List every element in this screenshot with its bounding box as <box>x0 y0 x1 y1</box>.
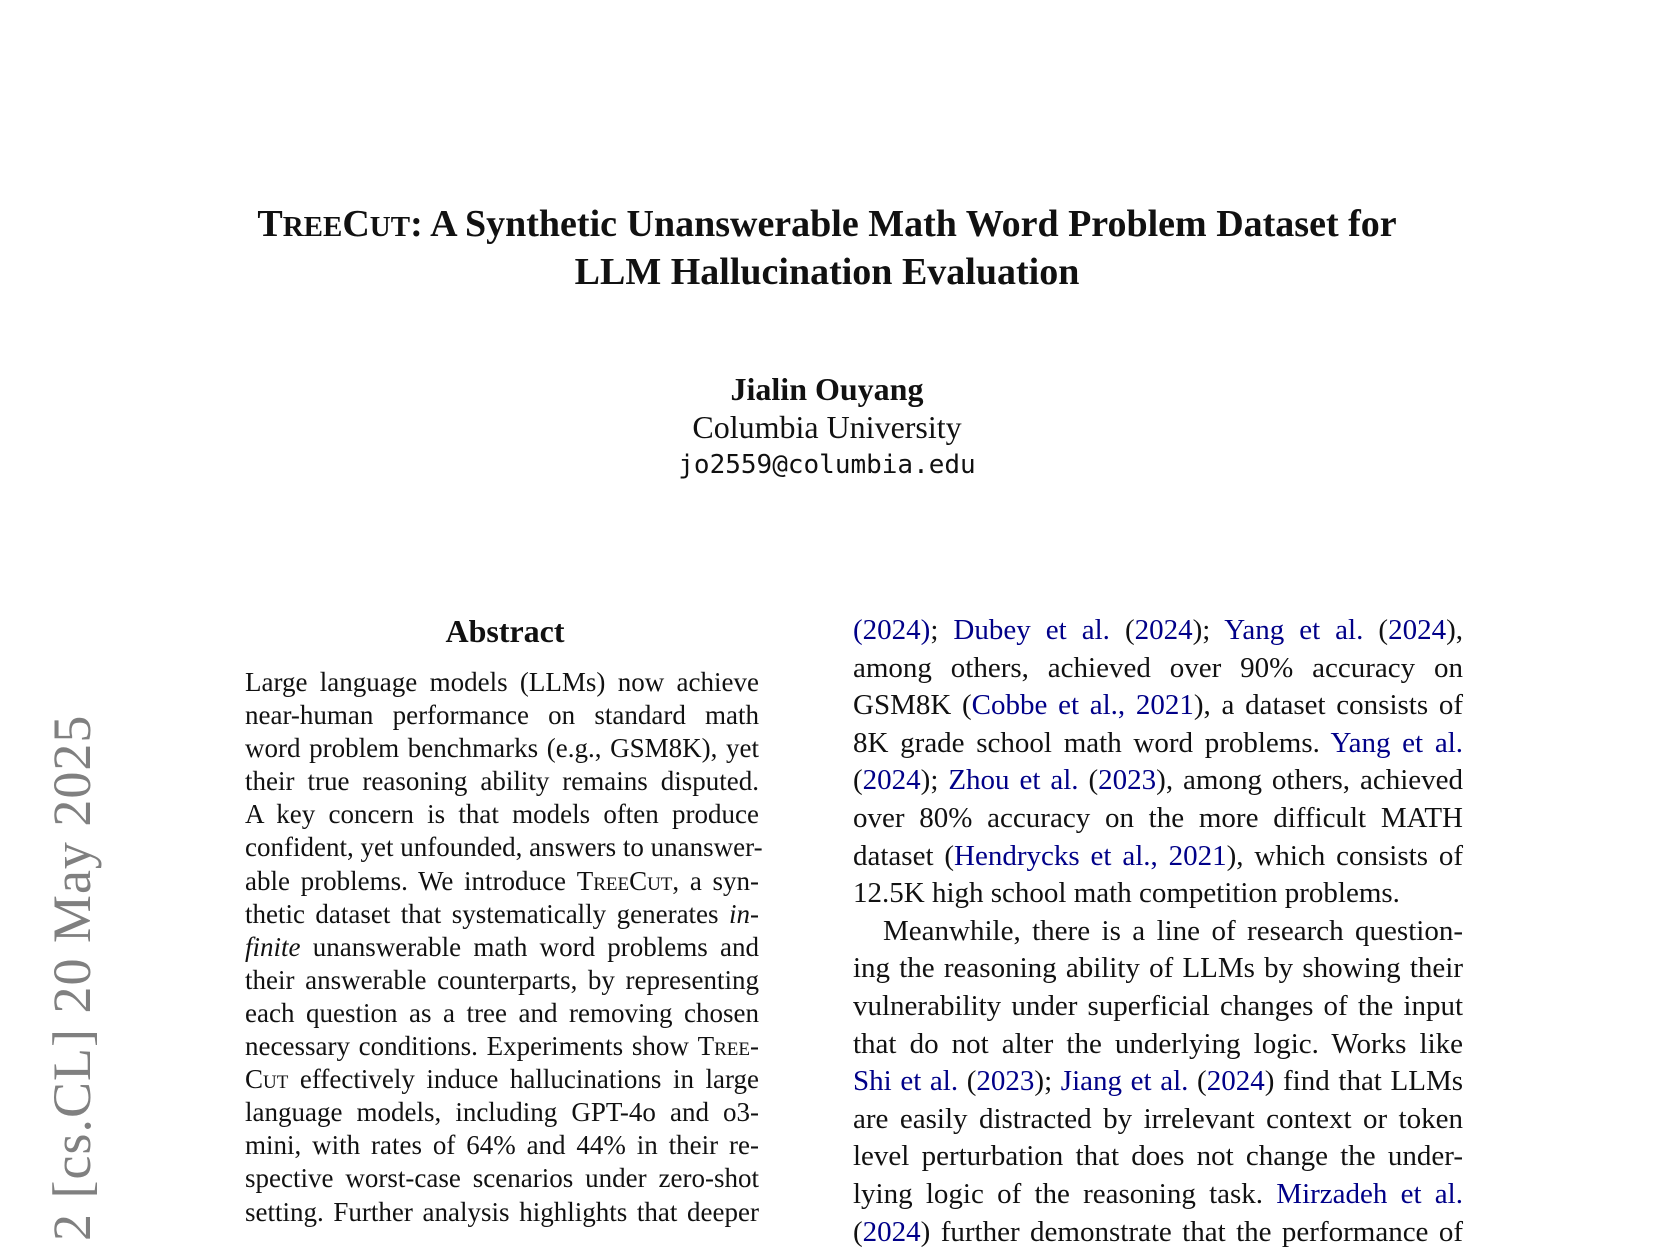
abstract-line <box>245 865 759 898</box>
abstract-line: each question as a tree and removing chosen <box>245 997 759 1030</box>
body-line <box>853 687 1463 725</box>
body-line <box>853 838 1463 876</box>
title-sc-REE: REE <box>283 211 343 243</box>
body-text: ); <box>921 764 949 796</box>
body-text: ( <box>1110 614 1135 646</box>
arxiv-identifier-stamp: 2 [cs.CL] 20 May 2025 <box>42 715 102 1241</box>
citation-link[interactable]: Yang et al. <box>1224 614 1363 646</box>
body-text: lying logic of the reasoning task. <box>853 1178 1276 1210</box>
citation-link[interactable]: Yang et al. <box>1331 727 1463 759</box>
body-text: ) find that LLMs <box>1265 1065 1463 1097</box>
body-text: GSM8K ( <box>853 689 972 721</box>
author-block <box>500 370 1154 484</box>
body-line: ing the reasoning ability of LLMs by showing their <box>853 950 1463 988</box>
body-line: that do not alter the underlying logic. Works like <box>853 1026 1463 1064</box>
introduction-column <box>853 612 1463 1251</box>
abstract-text: unanswerable math word problems and <box>301 932 760 962</box>
title-treecut <box>257 203 410 245</box>
author-name: Jialin Ouyang <box>500 370 1154 408</box>
abstract-heading: Abstract <box>245 612 765 650</box>
title-line-1 <box>150 202 1504 250</box>
citation-link[interactable]: 2024 <box>863 1216 921 1248</box>
treecut-name: TreeCut <box>577 866 673 896</box>
body-text: 8K grade school math word problems. <box>853 727 1331 759</box>
body-line: over 80% accuracy on the more difficult MATH <box>853 800 1463 838</box>
citation-link[interactable]: 2023 <box>1098 764 1156 796</box>
citation-link[interactable]: Jiang et al. <box>1061 1065 1189 1097</box>
abstract-line: language models, including GPT-4o and o3- <box>245 1096 759 1129</box>
body-text: ); <box>1034 1065 1060 1097</box>
citation-link[interactable]: Dubey et al. <box>953 614 1109 646</box>
body-line: are easily distracted by irrelevant context or token <box>853 1101 1463 1139</box>
citation-link[interactable]: Mirzadeh et al. <box>1276 1178 1463 1210</box>
body-line <box>853 612 1463 650</box>
body-line: level perturbation that does not change the under- <box>853 1138 1463 1176</box>
citation-link[interactable]: Hendrycks et al., 2021 <box>954 840 1227 872</box>
abstract-line <box>245 898 759 931</box>
treecut-name: Tree- <box>698 1031 759 1061</box>
title-line-1-text: : A Synthetic Unanswerable Math Word Problem Dataset for <box>410 203 1397 245</box>
author-affiliation: Columbia University <box>500 408 1154 446</box>
body-text: dataset ( <box>853 840 954 872</box>
abstract-line <box>245 931 759 964</box>
citation-link[interactable]: 2024 <box>1207 1065 1265 1097</box>
abstract-text: , a syn- <box>672 866 759 896</box>
abstract-line: mini, with rates of 64% and 44% in their re- <box>245 1129 759 1162</box>
citation-link[interactable]: Zhou et al. <box>948 764 1078 796</box>
body-text: ), which consists of <box>1227 840 1463 872</box>
treecut-name: Cut <box>245 1064 288 1094</box>
abstract-line: confident, yet unfounded, answers to unanswer- <box>245 831 759 864</box>
abstract-line: A key concern is that models often produce <box>245 798 759 831</box>
body-line <box>853 1214 1463 1251</box>
paper-title <box>150 202 1504 295</box>
title-line-2: LLM Hallucination Evaluation <box>150 250 1504 295</box>
body-text: ); <box>1193 614 1225 646</box>
body-line: vulnerability under superficial changes of the input <box>853 988 1463 1026</box>
body-text: ( <box>1079 764 1099 796</box>
body-text: ) further demonstrate that the performance of <box>921 1216 1463 1248</box>
abstract-line: spective worst-case scenarios under zero-shot <box>245 1162 759 1195</box>
abstract-body <box>245 666 759 1229</box>
body-line <box>853 725 1463 763</box>
abstract-line: their answerable counterparts, by representing <box>245 964 759 997</box>
citation-link[interactable]: 2023 <box>976 1065 1034 1097</box>
body-line <box>853 762 1463 800</box>
body-line <box>853 1063 1463 1101</box>
body-line: Meanwhile, there is a line of research question- <box>853 913 1463 951</box>
abstract-text: effectively induce hallucinations in large <box>288 1064 759 1094</box>
abstract-text: necessary conditions. Experiments show <box>245 1031 698 1061</box>
abstract-emphasis: in- <box>729 899 759 929</box>
citation-link[interactable]: Shi et al. <box>853 1065 958 1097</box>
citation-link[interactable]: 2024 <box>1135 614 1193 646</box>
title-sc-UT: UT <box>370 211 410 243</box>
abstract-line: their true reasoning ability remains disputed. <box>245 765 759 798</box>
body-text: ( <box>853 1216 863 1248</box>
abstract-text: thetic dataset that systematically generates <box>245 899 729 929</box>
abstract-line: near-human performance on standard math <box>245 699 759 732</box>
citation-link[interactable]: 2024 <box>863 764 921 796</box>
body-text: ( <box>853 764 863 796</box>
body-line: 12.5K high school math competition problems. <box>853 875 1463 913</box>
citation-link[interactable]: Cobbe et al., 2021 <box>972 689 1194 721</box>
body-line: among others, achieved over 90% accuracy on <box>853 650 1463 688</box>
title-sc-T: T <box>257 203 282 245</box>
abstract-line: word problem benchmarks (e.g., GSM8K), yet <box>245 732 759 765</box>
body-line <box>853 1176 1463 1214</box>
abstract-line <box>245 1030 759 1063</box>
abstract-line: Large language models (LLMs) now achieve <box>245 666 759 699</box>
body-text: ( <box>958 1065 976 1097</box>
body-text: ; <box>930 614 953 646</box>
abstract-line: setting. Further analysis highlights that deeper <box>245 1196 759 1229</box>
body-text: ), among others, achieved <box>1156 764 1463 796</box>
abstract-line <box>245 1063 759 1096</box>
citation-link[interactable]: (2024) <box>853 614 930 646</box>
body-text: ), a dataset consists of <box>1194 689 1463 721</box>
body-text: ), <box>1446 614 1463 646</box>
author-email[interactable]: jo2559@columbia.edu <box>500 446 1154 484</box>
body-text: ( <box>1363 614 1388 646</box>
title-sc-C: C <box>342 203 369 245</box>
abstract-text: able problems. We introduce <box>245 866 577 896</box>
citation-link[interactable]: 2024 <box>1388 614 1446 646</box>
abstract-emphasis: finite <box>245 932 301 962</box>
body-text: ( <box>1188 1065 1206 1097</box>
